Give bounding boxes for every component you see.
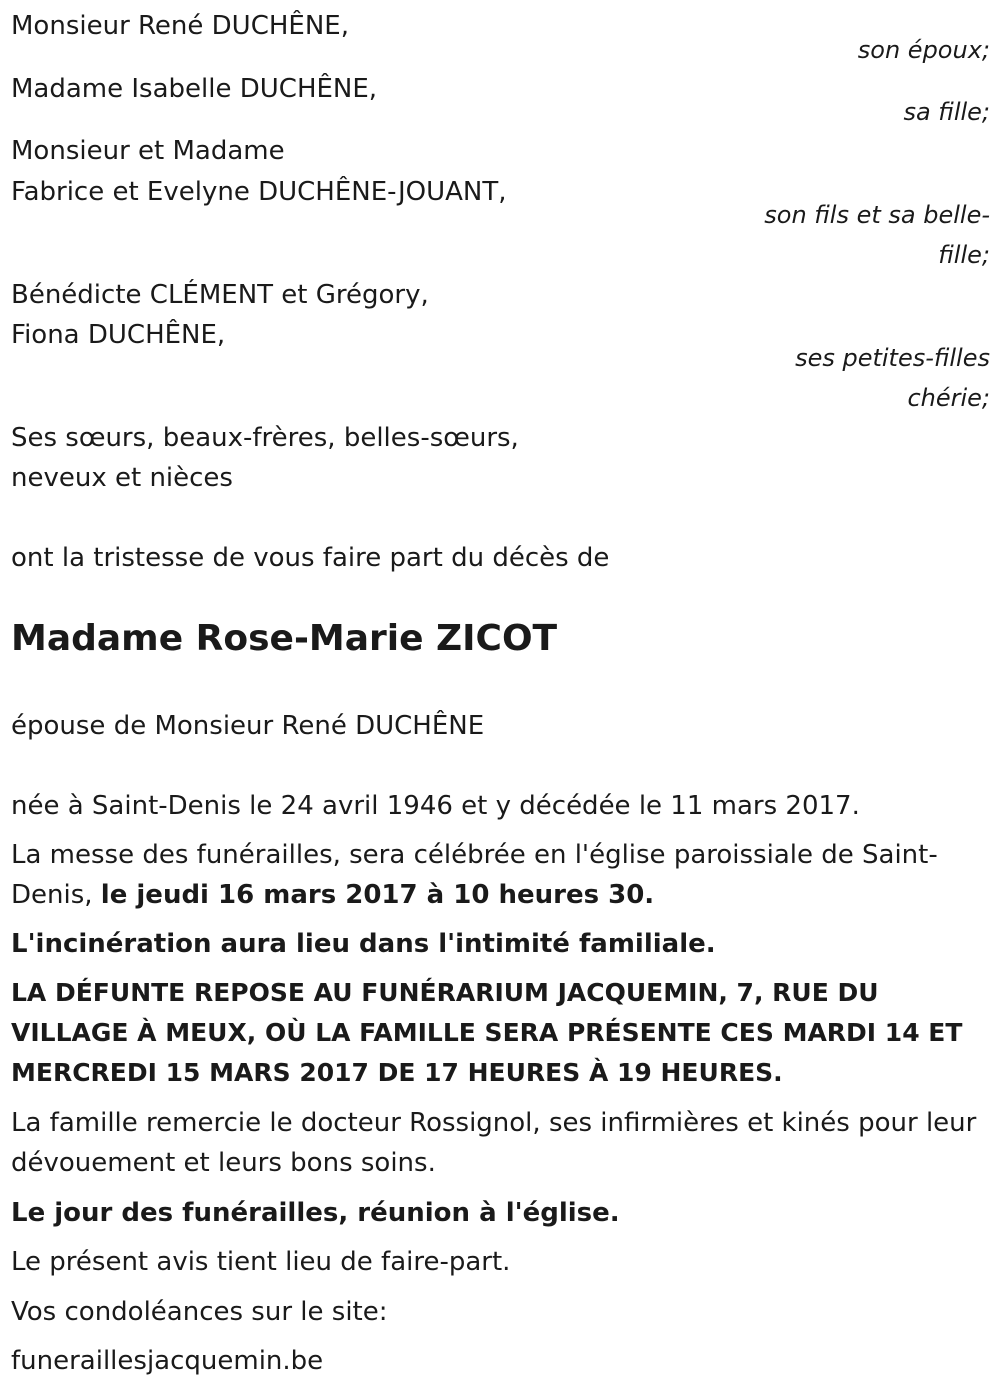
intro-text: ont la tristesse de vous faire part du décès de (11, 543, 610, 573)
notice-line: Le présent avis tient lieu de faire-part. (11, 1247, 511, 1277)
siblings-line-2: neveux et nièces (11, 463, 233, 493)
spouse-line: épouse de Monsieur René DUCHÊNE (11, 711, 485, 741)
incineration-notice: L'incinération aura lieu dans l'intimité familiale. (11, 929, 716, 959)
daughter-name: Madame Isabelle DUCHÊNE, (11, 74, 378, 104)
condolences-line: Vos condoléances sur le site: (11, 1297, 388, 1327)
grandchildren-line-1: Bénédicte CLÉMENT et Grégory, (11, 280, 429, 310)
rest-place-notice: LA DÉFUNTE REPOSE AU FUNÉRARIUM JACQUEMIN, 7, RUE DU VILLAGE À MEUX, OÙ LA FAMILLE SERA PRÉSENTE CES MARDI 14 ET MERCREDI 15 MARS 2017 DE 17 HEURES À 19 HEURES. (11, 978, 963, 1087)
son-relation-line-1: son fils et sa belle- (764, 201, 990, 229)
birth-death-line: née à Saint-Denis le 24 avril 1946 et y décédée le 11 mars 2017. (11, 791, 860, 821)
mass-text: La messe des funérailles, sera célébrée en l'église paroissiale de Saint-Denis, (11, 840, 938, 910)
son-relation-line-2: fille; (938, 241, 990, 269)
siblings-line-1: Ses sœurs, beaux-frères, belles-sœurs, (11, 423, 519, 453)
husband-relation: son époux; (857, 36, 990, 64)
thanks-paragraph: La famille remercie le docteur Rossignol, ses infirmières et kinés pour leur dévouement et leurs bons soins. (11, 1108, 977, 1178)
meeting-notice: Le jour des funérailles, réunion à l'église. (11, 1198, 620, 1228)
son-line-2: Fabrice et Evelyne DUCHÊNE-JOUANT, (11, 177, 507, 207)
daughter-relation: sa fille; (903, 98, 990, 126)
husband-name: Monsieur René DUCHÊNE, (11, 11, 349, 41)
mass-date: le jeudi 16 mars 2017 à 10 heures 30. (100, 880, 655, 910)
deceased-name: Madame Rose-Marie ZICOT (11, 618, 558, 659)
grandchildren-line-2: Fiona DUCHÊNE, (11, 320, 226, 350)
mass-paragraph (11, 835, 991, 915)
grandchildren-relation-line-2: chérie; (907, 384, 990, 412)
website-link[interactable]: funeraillesjacquemin.be (11, 1346, 324, 1376)
grandchildren-relation-line-1: ses petites-filles (795, 344, 990, 372)
son-line-1: Monsieur et Madame (11, 136, 285, 166)
